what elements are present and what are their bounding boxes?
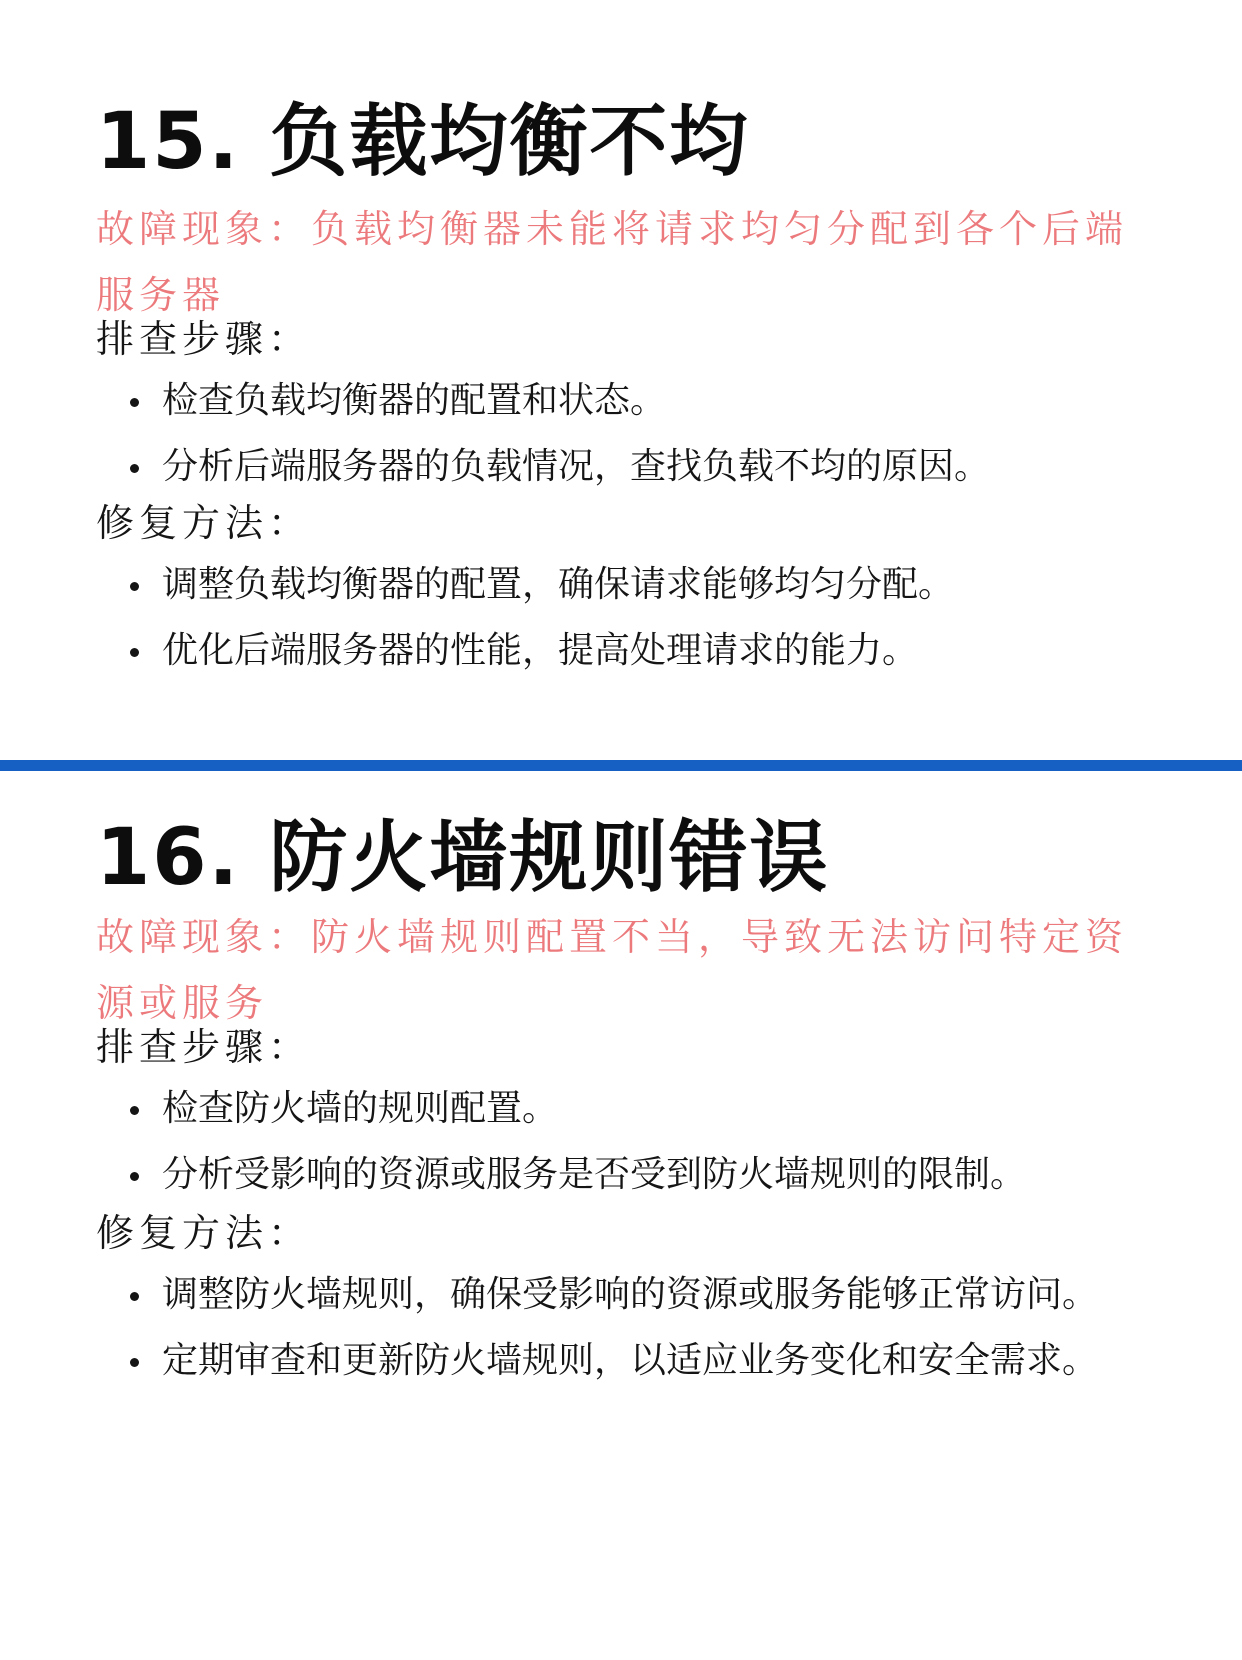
bullet-icon bbox=[130, 464, 139, 473]
bullet-icon bbox=[130, 1358, 139, 1367]
list-item bbox=[126, 1262, 1098, 1328]
bullet-icon bbox=[130, 582, 139, 591]
step-text: 分析后端服务器的负载情况，查找负载不均的原因。 bbox=[162, 446, 991, 487]
bullet-icon bbox=[130, 1292, 139, 1301]
fix-heading: 修复方法： bbox=[96, 501, 312, 545]
symptom-text: 故障现象：负载均衡器未能将请求均匀分配到各个后端服务器 bbox=[96, 207, 1129, 317]
fix-list bbox=[126, 1262, 1098, 1394]
bullet-icon bbox=[130, 1172, 139, 1181]
step-text: 分析受影响的资源或服务是否受到防火墙规则的限制。 bbox=[162, 1154, 1027, 1195]
list-item bbox=[126, 1076, 1026, 1142]
fix-list bbox=[126, 552, 954, 684]
fix-text: 优化后端服务器的性能，提高处理请求的能力。 bbox=[162, 630, 919, 671]
step-text: 检查负载均衡器的配置和状态。 bbox=[162, 380, 667, 421]
list-item bbox=[126, 1328, 1098, 1394]
section-divider bbox=[0, 760, 1242, 771]
list-item bbox=[126, 552, 954, 618]
steps-heading: 排查步骤： bbox=[96, 1025, 312, 1069]
step-text: 检查防火墙的规则配置。 bbox=[162, 1088, 559, 1129]
bullet-icon bbox=[130, 398, 139, 407]
fix-text: 调整负载均衡器的配置，确保请求能够均匀分配。 bbox=[162, 564, 955, 605]
symptom-text: 故障现象：防火墙规则配置不当，导致无法访问特定资源或服务 bbox=[96, 915, 1129, 1025]
bullet-icon bbox=[130, 1106, 139, 1115]
bullet-icon bbox=[130, 648, 139, 657]
steps-heading: 排查步骤： bbox=[96, 317, 312, 361]
section-title: 15. 负载均衡不均 bbox=[96, 97, 750, 187]
steps-list bbox=[126, 368, 990, 500]
section-title: 16. 防火墙规则错误 bbox=[96, 813, 830, 903]
list-item bbox=[126, 368, 990, 434]
fix-heading: 修复方法： bbox=[96, 1211, 312, 1255]
steps-list bbox=[126, 1076, 1026, 1208]
list-item bbox=[126, 1142, 1026, 1208]
fix-text: 定期审查和更新防火墙规则，以适应业务变化和安全需求。 bbox=[162, 1340, 1099, 1381]
list-item bbox=[126, 618, 954, 684]
fix-text: 调整防火墙规则，确保受影响的资源或服务能够正常访问。 bbox=[162, 1274, 1099, 1315]
